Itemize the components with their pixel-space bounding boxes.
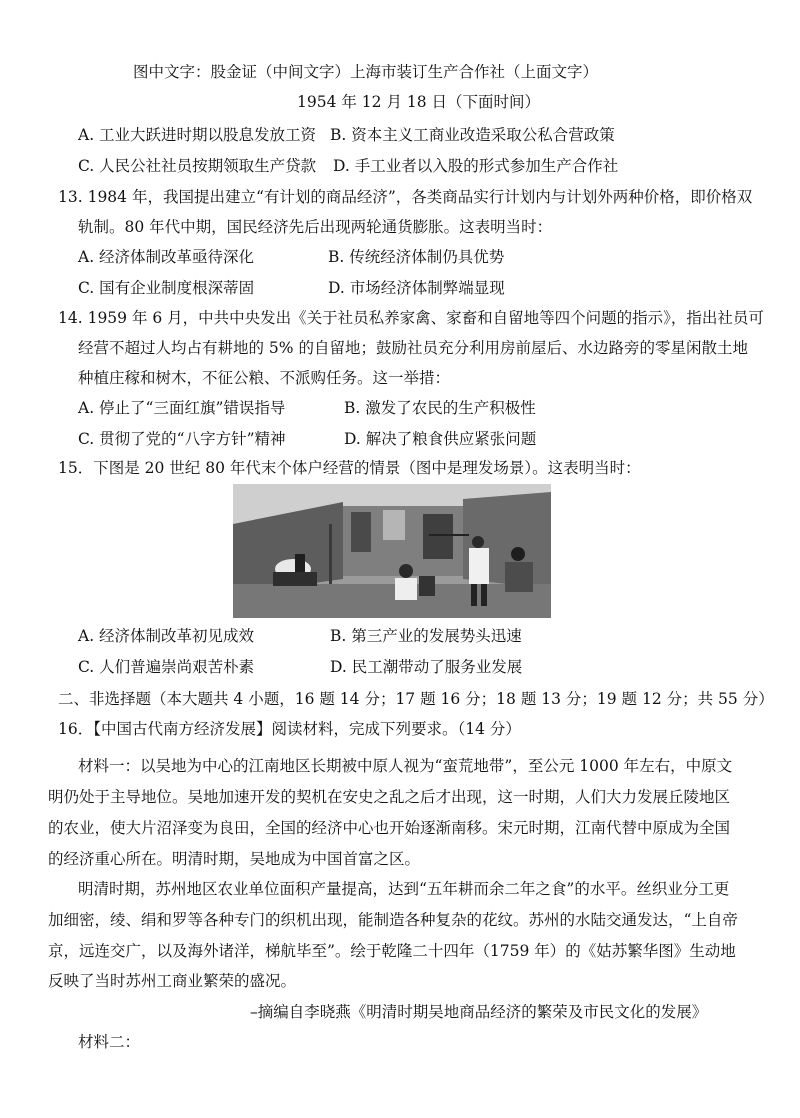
section-heading: 二、非选择题（本大题共 4 小题，16 题 14 分；17 题 16 分；18 题 13 分；19 题 12 分；共 55 分） xyxy=(58,690,774,708)
q12-caption-line2: 1954 年 12 月 18 日（下面时间） xyxy=(297,93,541,111)
q16-material1-line1: 材料一：以吴地为中心的江南地区长期被中原人视为“蛮荒地带”，至公元 1000 年左右，中原文 xyxy=(78,757,733,775)
q14-stem-line2: 经营不超过人均占有耕地的 5% 的自留地；鼓励社员充分利用房前屋后、水边路旁的零星闲散土地 xyxy=(78,339,748,357)
q14-stem-line3: 种植庄稼和树木，不征公粮、不派购任务。这一举措： xyxy=(78,369,451,387)
q12-option-c: C. 人民公社社员按期领取生产贷款 xyxy=(78,157,317,175)
q16-material1-para2-line4: 反映了当时苏州工商业繁荣的盛况。 xyxy=(48,972,297,990)
q16-material1-para2-line1: 明清时期，苏州地区农业单位面积产量提高，达到“五年耕而余二年之食”的水平。丝织业分工更 xyxy=(78,880,730,898)
q16-source-citation: –摘编自李晓燕《明清时期吴地商品经济的繁荣及市民文化的发展》 xyxy=(250,1003,708,1021)
q13-stem-line1: 13. 1984 年，我国提出建立“有计划的商品经济”，各类商品实行计划内与计划外两种价格，即价格双 xyxy=(58,188,753,206)
q16-title: 16．【中国古代南方经济发展】阅读材料，完成下列要求。（14 分） xyxy=(58,720,521,738)
q16-material1-para2-line2: 加细密，绫、绢和罗等各种专门的织机出现，能制造各种复杂的花纹。苏州的水陆交通发达，“上自帝 xyxy=(48,911,738,929)
q14-option-c: C. 贯彻了党的“八字方针”精神 xyxy=(78,430,286,448)
q14-option-d: D. 解决了粮食供应紧张问题 xyxy=(344,430,537,448)
q12-caption-line1: 图中文字：股金证（中间文字）上海市装订生产合作社（上面文字） xyxy=(133,63,599,81)
q15-option-c: C. 人们普遍崇尚艰苦朴素 xyxy=(78,658,255,676)
q16-material2-label: 材料二： xyxy=(78,1033,141,1051)
q13-option-d: D. 市场经济体制弊端显现 xyxy=(328,279,505,297)
q12-option-d: D. 手工业者以入股的形式参加生产合作社 xyxy=(333,157,619,175)
q16-material1-line3: 的农业，使大片沼泽变为良田，全国的经济中心也开始逐渐南移。宋元时期，江南代替中原成为全国 xyxy=(48,819,731,837)
q15-stem: 15．下图是 20 世纪 80 年代末个体户经营的情景（图中是理发场景）。这表明当时： xyxy=(58,459,641,477)
q15-option-a: A. 经济体制改革初见成效 xyxy=(78,627,255,645)
q13-option-b: B. 传统经济体制仍具优势 xyxy=(328,248,505,266)
q15-option-d: D. 民工潮带动了服务业发展 xyxy=(330,658,523,676)
barbershop-photo xyxy=(233,484,551,618)
q12-option-b: B. 资本主义工商业改造采取公私合营政策 xyxy=(330,126,615,144)
q13-option-c: C. 国有企业制度根深蒂固 xyxy=(78,279,255,297)
q16-material1-line4: 的经济重心所在。明清时期，吴地成为中国首富之区。 xyxy=(48,850,421,868)
q16-material1-line2: 明仍处于主导地位。吴地加速开发的契机在安史之乱之后才出现，这一时期，人们大力发展丘陵地区 xyxy=(48,788,731,806)
q13-stem-line2: 轨制。80 年代中期，国民经济先后出现两轮通货膨胀。这表明当时： xyxy=(78,218,553,236)
q16-material1-para2-line3: 京，远连交广，以及海外诸洋，梯航毕至”。绘于乾隆二十四年（1759 年）的《姑苏繁华图》生动地 xyxy=(48,942,736,960)
q14-stem-line1: 14. 1959 年 6 月，中共中央发出《关于社员私养家禽、家畜和自留地等四个问题的指示》，指出社员可 xyxy=(58,309,764,327)
q14-option-b: B. 激发了农民的生产积极性 xyxy=(344,399,536,417)
q15-option-b: B. 第三产业的发展势头迅速 xyxy=(330,627,522,645)
q12-option-a: A. 工业大跃进时期以股息发放工资 xyxy=(78,126,317,144)
q14-option-a: A. 停止了“三面红旗”错误指导 xyxy=(78,399,286,417)
q13-option-a: A. 经济体制改革亟待深化 xyxy=(78,248,255,266)
